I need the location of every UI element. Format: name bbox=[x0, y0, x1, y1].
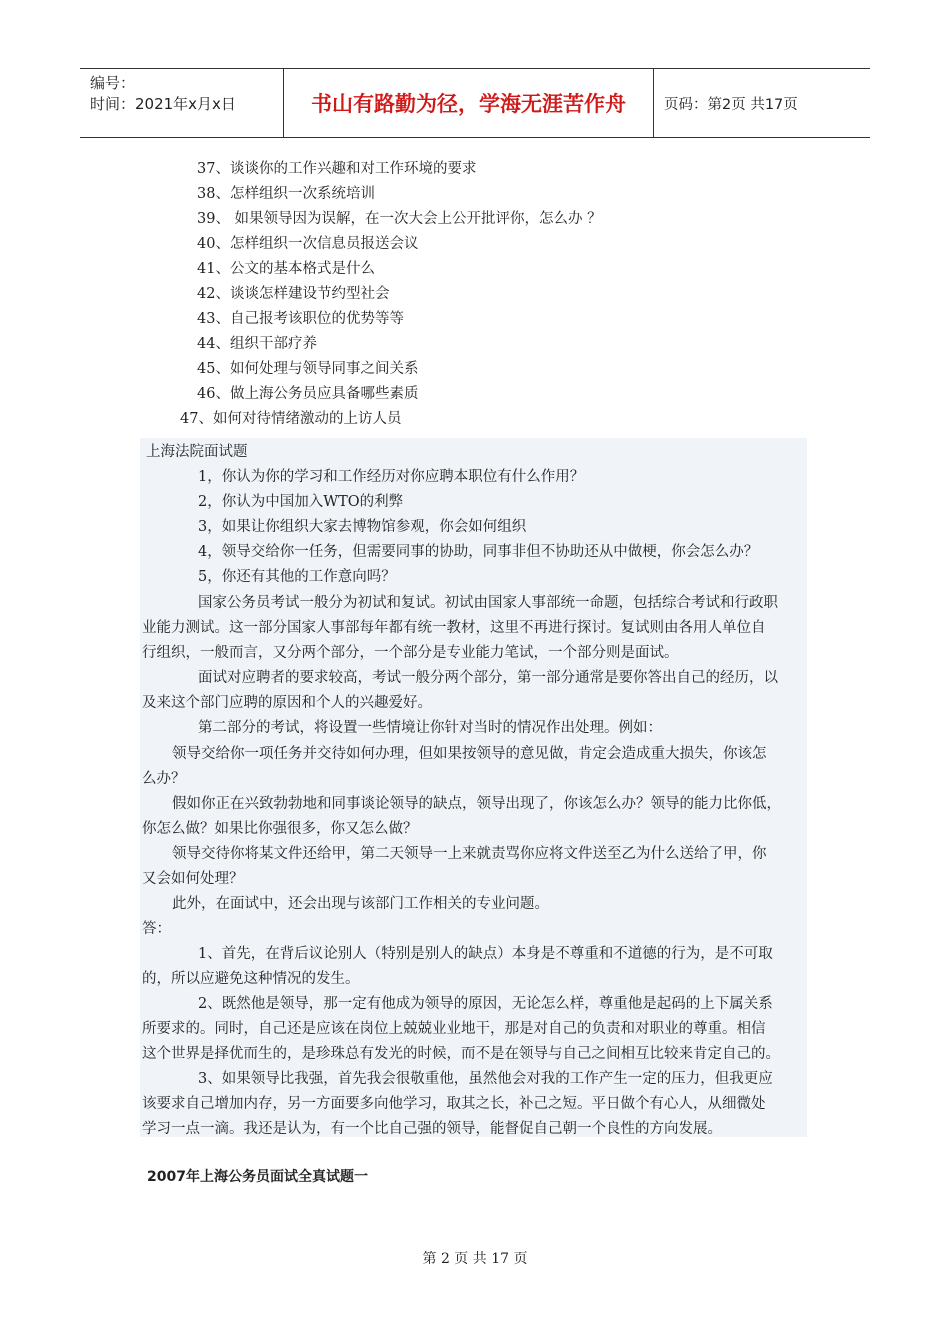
paragraph-line: 该要求自己增加内存，另一方面要多向他学习，取其之长，补己之短。平日做个有心人，从细微处 bbox=[142, 1096, 766, 1112]
paragraph-line: 业能力测试。这一部分国家人事部每年都有统一教材，这里不再进行探讨。复试则由各用人单位自 bbox=[142, 620, 766, 636]
paragraph-line: 2、既然他是领导，那一定有他成为领导的原因，无论怎么样，尊重他是起码的上下属关系 bbox=[198, 996, 773, 1012]
header-page-info: 页码：第2页 共17页 bbox=[664, 96, 798, 113]
list-item: 43、自己报考该职位的优势等等 bbox=[197, 311, 404, 327]
paragraph-line: 的，所以应避免这种情况的发生。 bbox=[142, 971, 360, 987]
list-item: 4，领导交给你一任务，但需要同事的协助，同事非但不协助还从中做梗，你会怎么办？ bbox=[198, 544, 759, 560]
number-label: 编号： bbox=[90, 74, 136, 92]
paragraph-line: 及来这个部门应聘的原因和个人的兴趣爱好。 bbox=[142, 695, 432, 711]
list-item: 41、公文的基本格式是什么 bbox=[197, 261, 375, 277]
paragraph-line: 面试对应聘者的要求较高，考试一般分两个部分，第一部分通常是要你答出自己的经历，以 bbox=[198, 670, 778, 686]
paragraph-line: 此外，在面试中，还会出现与该部门工作相关的专业问题。 bbox=[172, 896, 549, 912]
paragraph-line: 领导交给你一项任务并交待如何办理，但如果按领导的意见做，肯定会造成重大损失，你该怎 bbox=[172, 746, 767, 762]
list-item: 3，如果让你组织大家去博物馆参观，你会如何组织 bbox=[198, 519, 527, 535]
page-footer: 第 2 页 共 17 页 bbox=[422, 1251, 528, 1267]
paragraph-line: 学习一点一滴。我还是认为，有一个比自己强的领导，能督促自己朝一个良性的方向发展。 bbox=[142, 1121, 722, 1137]
list-item: 2，你认为中国加入WTO的利弊 bbox=[198, 494, 404, 510]
paragraph-line: 行组织，一般而言，又分两个部分，一个部分是专业能力笔试，一个部分则是面试。 bbox=[142, 645, 679, 661]
answer-label: 答： bbox=[142, 921, 171, 937]
header-motto: 书山有路勤为径，学海无涯苦作舟 bbox=[283, 69, 654, 137]
paragraph-line: 3、如果领导比我强，首先我会很敬重他，虽然他会对我的工作产生一定的压力，但我更应 bbox=[198, 1071, 773, 1087]
list-item: 45、如何处理与领导同事之间关系 bbox=[197, 361, 419, 377]
paragraph-line: 又会如何处理？ bbox=[142, 871, 244, 887]
list-item: 42、谈谈怎样建设节约型社会 bbox=[197, 286, 390, 302]
list-item: 5，你还有其他的工作意向吗？ bbox=[198, 569, 396, 585]
list-item: 38、怎样组织一次系统培训 bbox=[197, 186, 375, 202]
time-label: 时间：2021年x月x日 bbox=[90, 95, 236, 113]
paragraph-line: 么办？ bbox=[142, 771, 186, 787]
paragraph-line: 国家公务员考试一般分为初试和复试。初试由国家人事部统一命题，包括综合考试和行政职 bbox=[198, 595, 778, 611]
paragraph-line: 所要求的。同时，自己还是应该在岗位上兢兢业业地干，那是对自己的负责和对职业的尊重。相信 bbox=[142, 1021, 766, 1037]
paragraph-line: 1、首先，在背后议论别人（特别是别人的缺点）本身是不尊重和不道德的行为，是不可取 bbox=[198, 946, 773, 962]
list-item: 44、组织干部疗养 bbox=[197, 336, 317, 352]
paragraph-line: 你怎么做？如果比你强很多，你又怎么做？ bbox=[142, 821, 418, 837]
section-heading: 上海法院面试题 bbox=[146, 444, 248, 460]
paragraph-line: 第二部分的考试，将设置一些情境让你针对当时的情况作出处理。例如： bbox=[198, 720, 662, 736]
court-interview-section bbox=[140, 438, 807, 1137]
section-title: 2007年上海公务员面试全真试题一 bbox=[147, 1169, 368, 1185]
page-header bbox=[80, 68, 870, 138]
list-item: 47、如何对待情绪激动的上访人员 bbox=[180, 411, 402, 427]
list-item: 40、怎样组织一次信息员报送会议 bbox=[197, 236, 419, 252]
list-item: 37、谈谈你的工作兴趣和对工作环境的要求 bbox=[197, 161, 477, 177]
header-meta bbox=[80, 69, 283, 137]
paragraph-line: 假如你正在兴致勃勃地和同事谈论领导的缺点，领导出现了，你该怎么办？领导的能力比你低， bbox=[172, 796, 781, 812]
list-item: 1，你认为你的学习和工作经历对你应聘本职位有什么作用？ bbox=[198, 469, 585, 485]
list-item: 39、 如果领导因为误解，在一次大会上公开批评你，怎么办 ？ bbox=[197, 211, 602, 227]
list-item: 46、做上海公务员应具备哪些素质 bbox=[197, 386, 419, 402]
paragraph-line: 这个世界是择优而生的，是珍珠总有发光的时候，而不是在领导与自己之间相互比较来肯定自己的。 bbox=[142, 1046, 780, 1062]
paragraph-line: 领导交待你将某文件还给甲，第二天领导一上来就责骂你应将文件送至乙为什么送给了甲，你 bbox=[172, 846, 767, 862]
